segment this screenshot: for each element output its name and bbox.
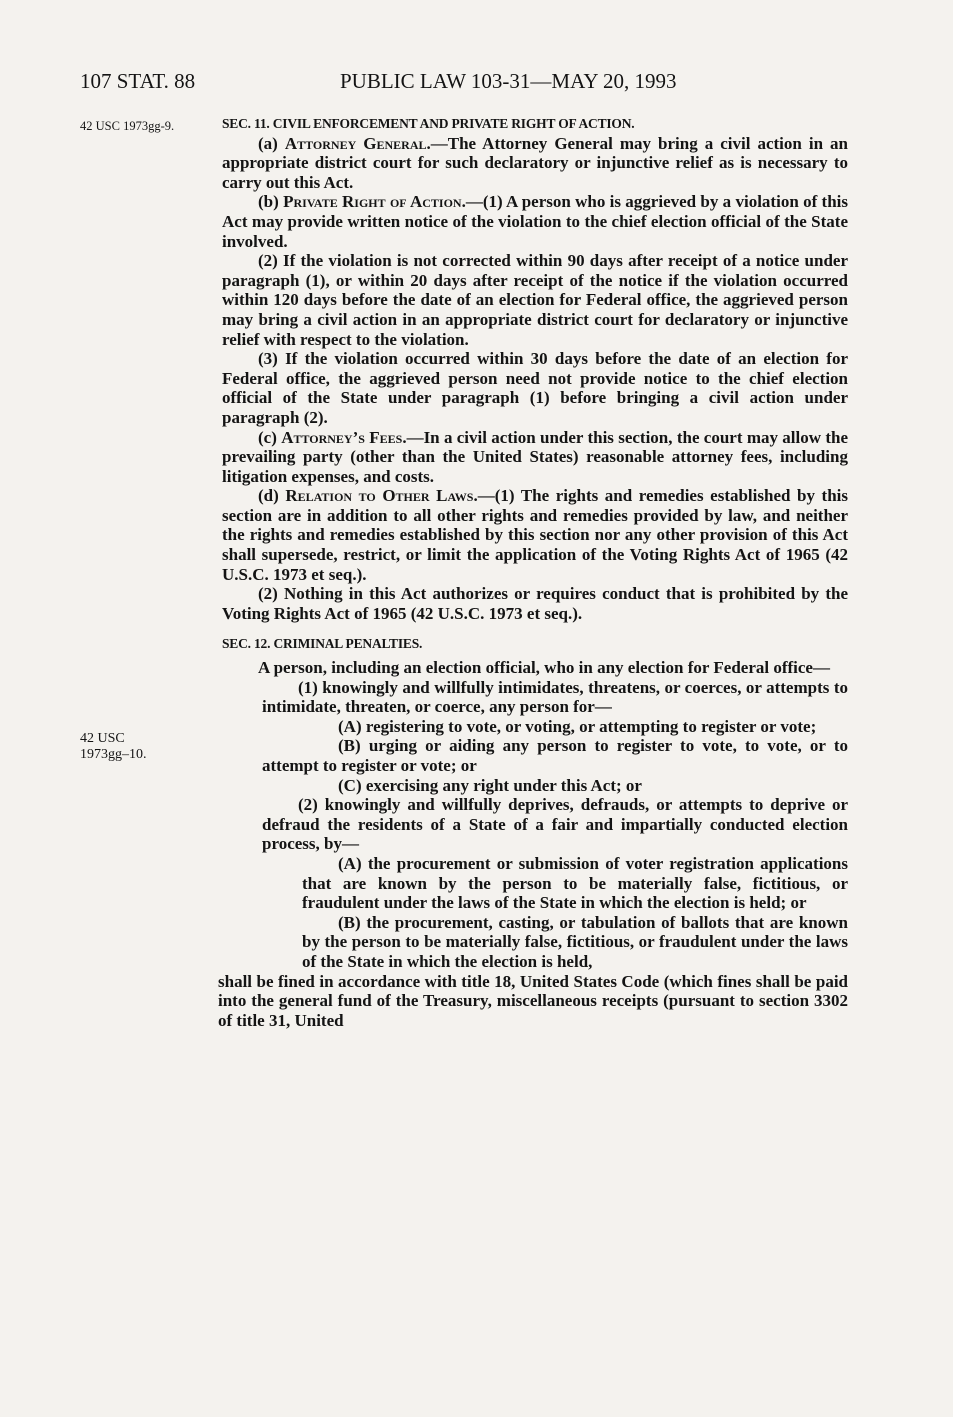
section-12-intro: A person, including an election official, who in any election for Federal office— [258,658,830,678]
subparagraph-2B: (B) the procurement, casting, or tabulation of ballots that are known by the person to be materially false, fictitious, or fraudulent under the laws of the State in which the election is held, [302,912,848,971]
paragraph-1 [222,678,848,717]
subsection-caption: Attorney General [284,133,427,153]
subsection-d [222,486,848,584]
paragraph-b3: (3) If the violation occurred within 30 days before the date of an election for Federal office, the aggrieved person need not provide notice to the chief election official of the State under paragraph (1) before bringing a civil action under paragraph (2). [222,349,848,427]
law-title: PUBLIC LAW 103-31—MAY 20, 1993 [340,69,677,93]
subparagraph-1C: (C) exercising any right under this Act; or [338,775,642,795]
subsection-caption: Relation to Other Laws [285,486,474,506]
paragraph-2: (2) knowingly and willfully deprives, defrauds, or attempts to deprive or defraud the residents of a State of a fair and impartially conducted election process, by— [262,795,848,854]
margin-note-line: 1973gg–10. [80,747,147,762]
subsection-label: (b) [258,192,284,212]
subsection-label: (c) [258,427,282,447]
subsection-b [222,192,848,251]
subsection-c [222,428,848,487]
paragraph-d2: (2) Nothing in this Act authorizes or requires conduct that is prohibited by the Voting Rights Act of 1965 (42 U.S.C. 1973 et seq.). [222,584,848,623]
subsection-caption: Attorney’s Fees [281,427,403,447]
subparagraph-1A: (A) registering to vote, or voting, or attempting to register or vote; [338,716,817,736]
subsection-text: .—In a civil action under this section, the court may allow the prevailing party (other than the United States) reasonable attorney fees, including litigation expenses, and costs. [222,427,848,486]
closing-clause: shall be fined in accordance with title 18, United States Code (which fines shall be paid into the general fund of the Treasury, miscellaneous receipts (pursuant to section 3302 of title 31, United [218,971,848,1030]
margin-note-citation: 42 USC 1973gg-9. [80,119,175,133]
subsection-text: .—(1) The rights and remedies established by this section are in addition to all other rights and remedies provided by law, and neither the rights and remedies established by this section nor any other provision of this Act shall supersede, restrict, or limit the application of the Voting Rights Act of 1965 (42 U.S.C. 1973 et seq.). [222,486,848,584]
subsection-text: .—(1) A person who is aggrieved by a violation of this Act may provide written notice of the violation to the chief election official of the State involved. [222,192,848,251]
subsection-label: (a) [258,133,285,153]
subsection-text: .—The Attorney General may bring a civil action in an appropriate district court for such declaratory or injunctive relief as is necessary to carry out this Act. [222,133,849,192]
subparagraph-2A: (A) the procurement or submission of voter registration applications that are known by the person to be materially false, fictitious, or fraudulent under the laws of the State in which the election is held; or [302,853,848,913]
paragraph-b2: (2) If the violation is not corrected within 90 days after receipt of a notice under paragraph (1), or within 20 days after receipt of the notice if the violation occurred within 120 days before the date of an election for Federal office, the aggrieved person may bring a civil action in an appropriate district court for declaratory or injunctive relief with respect to the violation. [222,251,848,349]
section-12-heading: SEC. 12. CRIMINAL PENALTIES. [222,636,423,652]
statute-body [218,114,849,1030]
subsection-caption: Private Right of Action [283,192,462,212]
margin-note-citation-2 [80,731,147,763]
subparagraph-1B: (B) urging or aiding any person to register to vote, to vote, or to attempt to register or vote; or [262,736,848,775]
page-reference: 107 STAT. 88 [80,69,196,93]
section-11-heading: SEC. 11. CIVIL ENFORCEMENT AND PRIVATE RIGHT OF ACTION. [222,116,635,131]
subsection-a [222,134,848,193]
margin-note-line: 42 USC [80,731,125,746]
subsection-label: (d) [258,486,286,506]
paragraph-1-text: (1) knowingly and willfully intimidates, threatens, or coerces, or attempts to intimidate, threaten, or coerce, any person for— [262,677,848,717]
